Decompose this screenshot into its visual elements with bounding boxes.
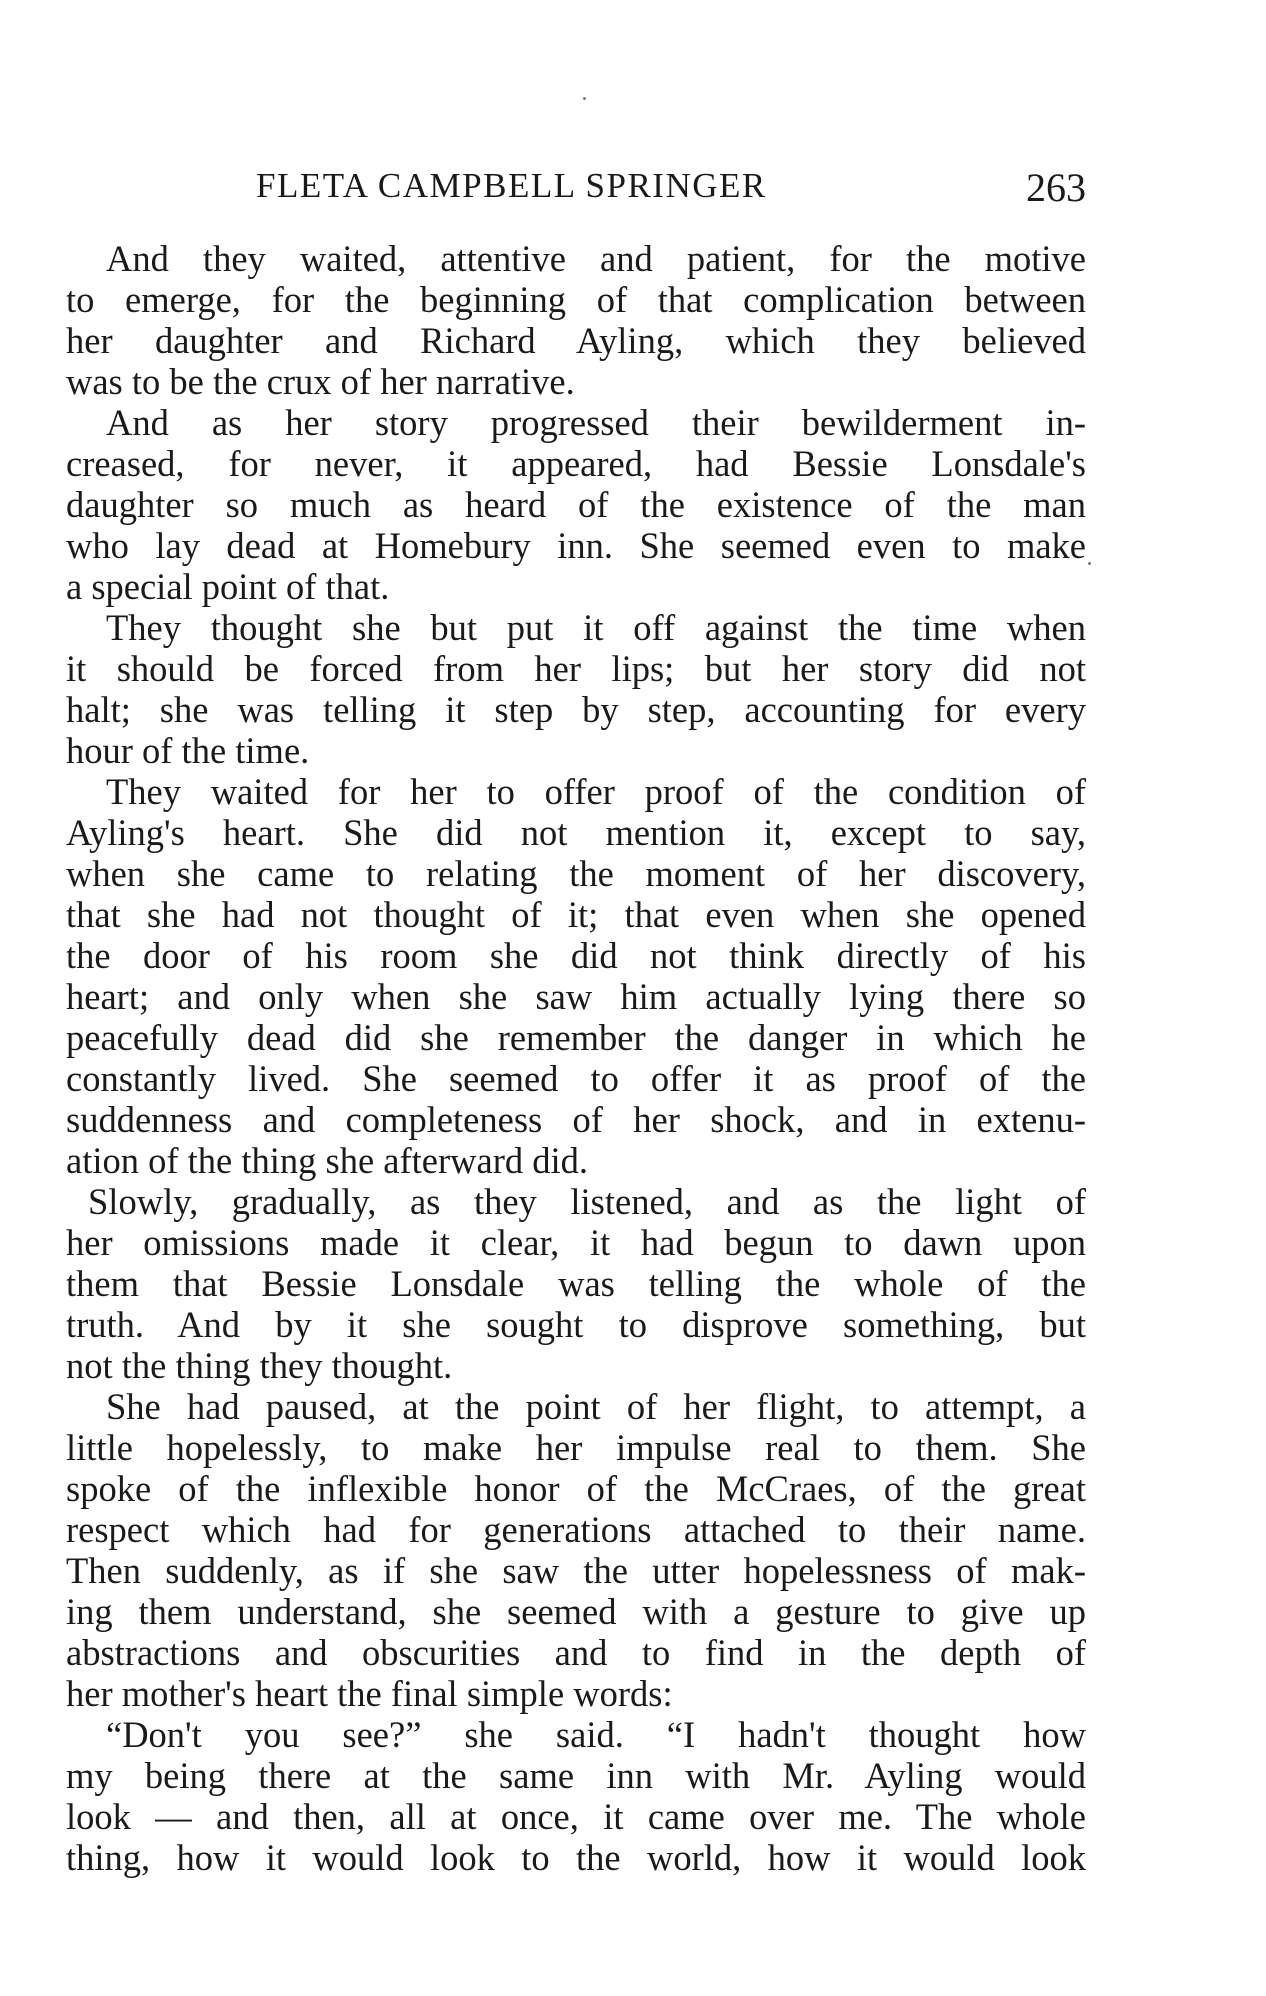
text-line: ation of the thing she afterward did. [66, 1140, 588, 1181]
text-line: Then suddenly, as if she saw the utter hopelessness of mak- [66, 1550, 1086, 1591]
text-line: look — and then, all at once, it came over me. The whole [66, 1796, 1086, 1837]
text-line: to emerge, for the beginning of that complication between [66, 279, 1086, 320]
page-number: 263 [1026, 165, 1086, 210]
text-line: her mother's heart the final simple words: [66, 1673, 673, 1714]
text-line: that she had not thought of it; that even when she opened [66, 894, 1086, 935]
text-line: ing them understand, she seemed with a gesture to give up [66, 1591, 1086, 1632]
text-line: a special point of that. [66, 566, 390, 607]
text-line: She had paused, at the point of her flight, to attempt, a [106, 1386, 1086, 1427]
text-line: daughter so much as heard of the existence of the man [66, 484, 1086, 525]
text-line: peacefully dead did she remember the danger in which he [66, 1017, 1086, 1058]
text-line: her daughter and Richard Ayling, which they believed [66, 320, 1086, 361]
text-line: They thought she but put it off against the time when [106, 607, 1086, 648]
body-text [66, 238, 1086, 1878]
text-line: Slowly, gradually, as they listened, and as the light of [88, 1181, 1086, 1222]
text-line: it should be forced from her lips; but her story did not [66, 648, 1086, 689]
text-line: was to be the crux of her narrative. [66, 361, 575, 402]
text-line: creased, for never, it appeared, had Bessie Lonsdale's [66, 443, 1086, 484]
running-title: FLETA CAMPBELL SPRINGER [256, 166, 767, 205]
text-line: heart; and only when she saw him actually lying there so [66, 976, 1086, 1017]
text-line: hour of the time. [66, 730, 310, 771]
text-line: They waited for her to offer proof of the condition of [106, 771, 1086, 812]
text-line: abstractions and obscurities and to find in the depth of [66, 1632, 1086, 1673]
text-line: And as her story progressed their bewilderment in- [106, 402, 1086, 443]
text-line: And they waited, attentive and patient, for the motive [106, 238, 1086, 279]
text-line: her omissions made it clear, it had begun to dawn upon [66, 1222, 1086, 1263]
text-line: halt; she was telling it step by step, accounting for every [66, 689, 1086, 730]
page-header [66, 160, 1086, 220]
text-line: respect which had for generations attached to their name. [66, 1509, 1086, 1550]
text-line: thing, how it would look to the world, how it would look [66, 1837, 1086, 1878]
text-line: Ayling's heart. She did not mention it, except to say, [66, 812, 1086, 853]
text-line: constantly lived. She seemed to offer it as proof of the [66, 1058, 1086, 1099]
text-line: “Don't you see?” she said. “I hadn't thought how [106, 1714, 1086, 1755]
text-line: suddenness and completeness of her shock, and in extenu- [66, 1099, 1086, 1140]
text-line: truth. And by it she sought to disprove something, but [66, 1304, 1086, 1345]
text-line: them that Bessie Lonsdale was telling the whole of the [66, 1263, 1086, 1304]
text-line: not the thing they thought. [66, 1345, 453, 1386]
text-line: little hopelessly, to make her impulse real to them. She [66, 1427, 1086, 1468]
text-line: who lay dead at Homebury inn. She seemed even to make [66, 525, 1086, 566]
page-speck [1088, 562, 1091, 565]
text-line: spoke of the inflexible honor of the McCraes, of the great [66, 1468, 1086, 1509]
page-speck [583, 97, 586, 100]
text-line: the door of his room she did not think directly of his [66, 935, 1086, 976]
text-line: when she came to relating the moment of her discovery, [66, 853, 1086, 894]
text-line: my being there at the same inn with Mr. Ayling would [66, 1755, 1086, 1796]
